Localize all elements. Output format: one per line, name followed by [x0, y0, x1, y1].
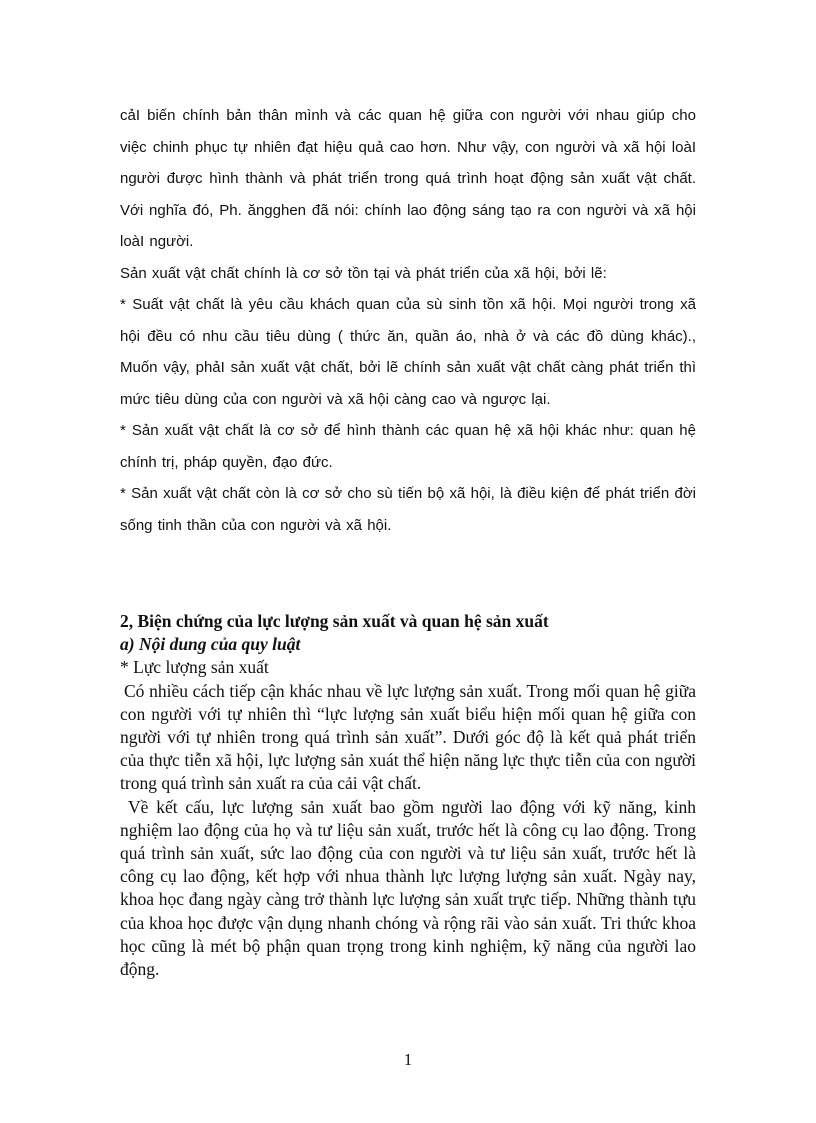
paragraph-1: cảI biến chính bản thân mình và các quan hệ giữa con người với nhau giúp cho việc chinh phục tự nhiên đạt hiệu quả cao hơn. Như vậy, con người và xã hội loàI người được hình thành và phát triển trong quá trình hoạt động sản xuất vật chất. Với nghĩa đó, Ph. ăngghen đã nói: chính lao động sáng tạo ra con người và xã hội loàI người. — [120, 107, 696, 250]
paragraph-7: Về kết cấu, lực lượng sản xuất bao gồm người lao động với kỹ năng, kinh nghiệm lao động của họ và tư liệu sản xuất, trước hết là công cụ lao động. Trong quá trình sản xuất, sức lao động của con người và tư liệu sản xuất, trước hết là công cụ lao động, kết hợp với nhua thành lực lượng lượng sản xuất. Ngày nay, khoa học đang ngày càng trở thành lực lượng sản xuất trực tiếp. Những thành tựu của khoa học được vận dụng nhanh chóng và rộng rãi vào sản xuất. Tri thức khoa học cũng là mét bộ phận quan trọng trong kinh nghiệm, kỹ năng của người lao động. — [120, 796, 696, 980]
bullet-heading: * Lực lượng sản xuất — [120, 657, 269, 678]
body-section-2 — [120, 610, 696, 981]
paragraph-2: Sản xuất vật chất chính là cơ sở tồn tại và phát triển của xã hội, bởi lẽ: — [120, 264, 607, 282]
page-number: 1 — [403, 1050, 413, 1069]
section-heading: 2, Biện chứng của lực lượng sản xuất và quan hệ sản xuất — [120, 611, 549, 631]
paragraph-6: Có nhiều cách tiếp cận khác nhau về lực lượng sản xuất. Trong mối quan hệ giữa con người với tự nhiên thì “lực lượng sản xuất biểu hiện mối quan hệ giữa con người với tự nhiên trong quá trình sản xuất”. Dưới góc độ là kết quả phát triển của thực tiễn xã hội, lực lượng sản xuát thể hiện năng lực thực tiễn của con người trong quá trình sản xuất ra của cải vật chất. — [120, 680, 696, 794]
section-subheading: a) Nội dung của quy luật — [120, 634, 301, 655]
paragraph-5: * Sản xuất vật chất còn là cơ sở cho sù tiến bộ xã hội, là điều kiện để phát triển đời sống tinh thần của con người và xã hội. — [120, 485, 696, 534]
paragraph-3: * Suất vật chất là yêu cầu khách quan của sù sinh tồn xã hội. Mọi người trong xã hội đều có nhu cầu tiêu dùng ( thức ăn, quần áo, nhà ở và các đồ dùng khác)., Muốn vậy, phảI sản xuất vật chất, bởi lẽ chính sản xuất vật chất càng phát triển thì mức tiêu dùng của con người và xã hội càng cao và ngược lại. — [120, 296, 696, 408]
paragraph-4: * Sản xuất vật chất là cơ sở để hình thành các quan hệ xã hội khác như: quan hệ chính trị, pháp quyền, đạo đức. — [120, 422, 696, 471]
body-section-1 — [120, 100, 696, 541]
